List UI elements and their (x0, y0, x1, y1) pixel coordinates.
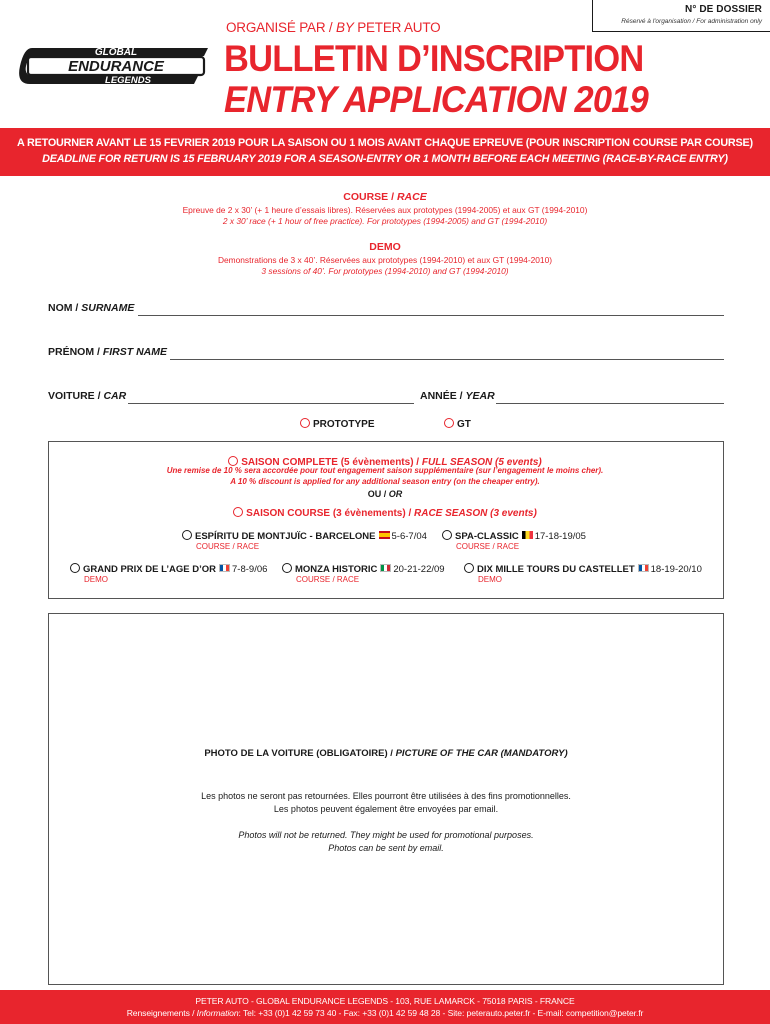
event-barcelone[interactable] (182, 530, 427, 551)
footer-contact (0, 1008, 770, 1018)
surname-input[interactable] (138, 315, 724, 316)
or-en: OR (388, 489, 403, 499)
photo-title-fr: PHOTO DE LA VOITURE (OBLIGATOIRE) / (204, 748, 396, 759)
firstname-label-fr: PRÉNOM / (48, 346, 103, 358)
event-age-dor-name: GRAND PRIX DE L’AGE D’OR (83, 564, 217, 575)
title-en: ENTRY APPLICATION 2019 (224, 79, 649, 120)
firstname-label (48, 346, 167, 358)
dossier-title: N° DE DOSSIER (685, 4, 762, 15)
logo-line3: LEGENDS (105, 75, 151, 86)
car-label-en: CAR (103, 390, 127, 402)
car-input[interactable] (128, 403, 414, 404)
photo-note-fr (48, 790, 724, 816)
discount-fr: Une remise de 10 % sera accordée pour tout engagement saison supplémentaire (sur l’engagement le moins cher). (166, 466, 604, 475)
france-flag-icon (638, 564, 649, 572)
organiser-line (226, 20, 440, 35)
prototype-label: PROTOTYPE (313, 419, 375, 430)
event-castellet-radio[interactable] (464, 563, 474, 573)
surname-label-fr: NOM / (48, 302, 82, 314)
logo-line1: GLOBAL (94, 47, 138, 58)
footer-info-fr: Renseignements / (126, 1008, 197, 1018)
event-monza-dates: 20-21-22/09 (393, 564, 445, 575)
deadline-banner (0, 128, 770, 176)
photo-note-fr-1: Les photos ne seront pas retournées. Elles pourront être utilisées à des fins promotionnelles. (201, 791, 571, 801)
event-spa-name: SPA-CLASSIC (455, 531, 519, 542)
organise-fr: ORGANISÉ PAR / (226, 20, 337, 35)
banner-line-en: DEADLINE FOR RETURN IS 15 FEBRUARY 2019 FOR A SEASON-ENTRY OR 1 MONTH BEFORE EACH MEETING (RACE-BY-RACE ENTRY) (42, 153, 728, 165)
prototype-radio[interactable] (300, 418, 310, 428)
event-age-dor-dates: 7-8-9/06 (232, 564, 268, 575)
footer-info-en: Information (196, 1008, 239, 1018)
event-castellet-name: DIX MILLE TOURS DU CASTELLET (477, 564, 635, 575)
demo-title: DEMO (369, 241, 401, 253)
title-fr: BULLETIN D’INSCRIPTION (224, 38, 644, 79)
event-monza[interactable] (282, 563, 445, 584)
or-separator (0, 489, 770, 499)
event-age-dor[interactable] (70, 563, 267, 584)
full-season-label-fr: SAISON COMPLETE (5 évènements) / (241, 457, 422, 468)
full-season-radio[interactable] (228, 456, 238, 466)
car-label (48, 390, 126, 402)
year-label-en: YEAR (465, 390, 495, 402)
event-spa[interactable] (442, 530, 586, 551)
event-monza-name: MONZA HISTORIC (295, 564, 378, 575)
demo-line-en: 3 sessions of 40’. For prototypes (1994-2010) and GT (1994-2010) (261, 266, 509, 276)
year-input[interactable] (496, 403, 724, 404)
event-barcelone-dates: 5-6-7/04 (391, 531, 427, 542)
course-title-en: RACE (396, 191, 427, 203)
organise-name: PETER AUTO (353, 20, 441, 35)
year-label-fr: ANNÉE / (420, 390, 466, 402)
demo-section (0, 241, 770, 277)
gt-radio[interactable] (444, 418, 454, 428)
photo-note-en-2: Photos can be sent by email. (328, 843, 444, 853)
event-age-dor-radio[interactable] (70, 563, 80, 573)
photo-title (48, 748, 724, 759)
discount-note (0, 466, 770, 487)
full-season-label-en: FULL SEASON (5 events) (421, 457, 542, 468)
race-season-radio[interactable] (233, 507, 243, 517)
italy-flag-icon (380, 564, 391, 572)
photo-title-en: PICTURE OF THE CAR (MANDATORY) (395, 748, 568, 759)
footer (0, 990, 770, 1024)
demo-line-fr: Demonstrations de 3 x 40’. Réservées aux prototypes (1994-2010) et aux GT (1994-2010) (217, 255, 553, 265)
surname-label-en: SURNAME (81, 302, 135, 314)
event-monza-type: COURSE / RACE (296, 575, 360, 584)
logo-line2: ENDURANCE (68, 58, 164, 75)
gt-option[interactable] (444, 418, 471, 430)
firstname-input[interactable] (170, 359, 724, 360)
year-label (420, 390, 495, 402)
surname-label (48, 302, 134, 314)
firstname-label-en: FIRST NAME (102, 346, 168, 358)
event-spa-dates: 17-18-19/05 (534, 531, 586, 542)
course-line-en: 2 x 30’ race (+ 1 hour of free practice). For prototypes (1994-2005) and GT (1994-2010) (222, 216, 548, 226)
event-spa-type: COURSE / RACE (456, 542, 520, 551)
belgium-flag-icon (522, 531, 533, 539)
france-flag-icon (219, 564, 230, 572)
event-castellet-dates: 18-19-20/10 (650, 564, 702, 575)
race-season-label-fr: SAISON COURSE (3 évènements) / (246, 508, 414, 519)
footer-contact-details: : Tel: +33 (0)1 42 59 73 40 - Fax: +33 (0)1 42 59 48 28 - Site: peterauto.peter.fr - E-mail: competition@peter.fr (238, 1008, 644, 1018)
dossier-note: Réservé à l'organisation / For administration only (621, 18, 762, 25)
course-title-fr: COURSE / (343, 191, 397, 203)
course-line-fr: Epreuve de 2 x 30’ (+ 1 heure d’essais libres). Réservées aux prototypes (1994-2005) et aux GT (1994-2010) (182, 205, 588, 215)
event-castellet-type: DEMO (478, 575, 502, 584)
race-season-option[interactable] (0, 503, 770, 521)
or-fr: OU / (367, 489, 389, 499)
event-monza-radio[interactable] (282, 563, 292, 573)
event-barcelone-name: ESPÍRITU DE MONTJUÏC - BARCELONE (195, 531, 376, 542)
photo-note-fr-2: Les photos peuvent également être envoyées par email. (273, 804, 499, 814)
event-barcelone-radio[interactable] (182, 530, 192, 540)
gt-label: GT (457, 419, 471, 430)
event-age-dor-type: DEMO (84, 575, 108, 584)
race-season-label-en: RACE SEASON (3 events) (414, 508, 537, 519)
photo-note-en-1: Photos will not be returned. They might be used for promotional purposes. (238, 830, 534, 840)
course-section (0, 191, 770, 227)
global-endurance-legends-logo (18, 44, 212, 88)
event-barcelone-type: COURSE / RACE (196, 542, 260, 551)
footer-address: PETER AUTO - GLOBAL ENDURANCE LEGENDS - 103, RUE LAMARCK - 75018 PARIS - FRANCE (195, 996, 575, 1006)
event-castellet[interactable] (464, 563, 702, 584)
photo-note-en (48, 829, 724, 855)
banner-line-fr: A RETOURNER AVANT LE 15 FEVRIER 2019 POUR LA SAISON OU 1 MOIS AVANT CHAQUE EPREUVE (POUR INSCRIPTION COURSE PAR COURSE) (17, 137, 753, 149)
event-spa-radio[interactable] (442, 530, 452, 540)
prototype-option[interactable] (300, 418, 375, 430)
discount-en: A 10 % discount is applied for any additional season entry (on the cheaper entry). (230, 476, 540, 486)
car-label-fr: VOITURE / (48, 390, 104, 402)
spain-flag-icon (379, 531, 390, 539)
organise-en: BY (336, 20, 354, 35)
